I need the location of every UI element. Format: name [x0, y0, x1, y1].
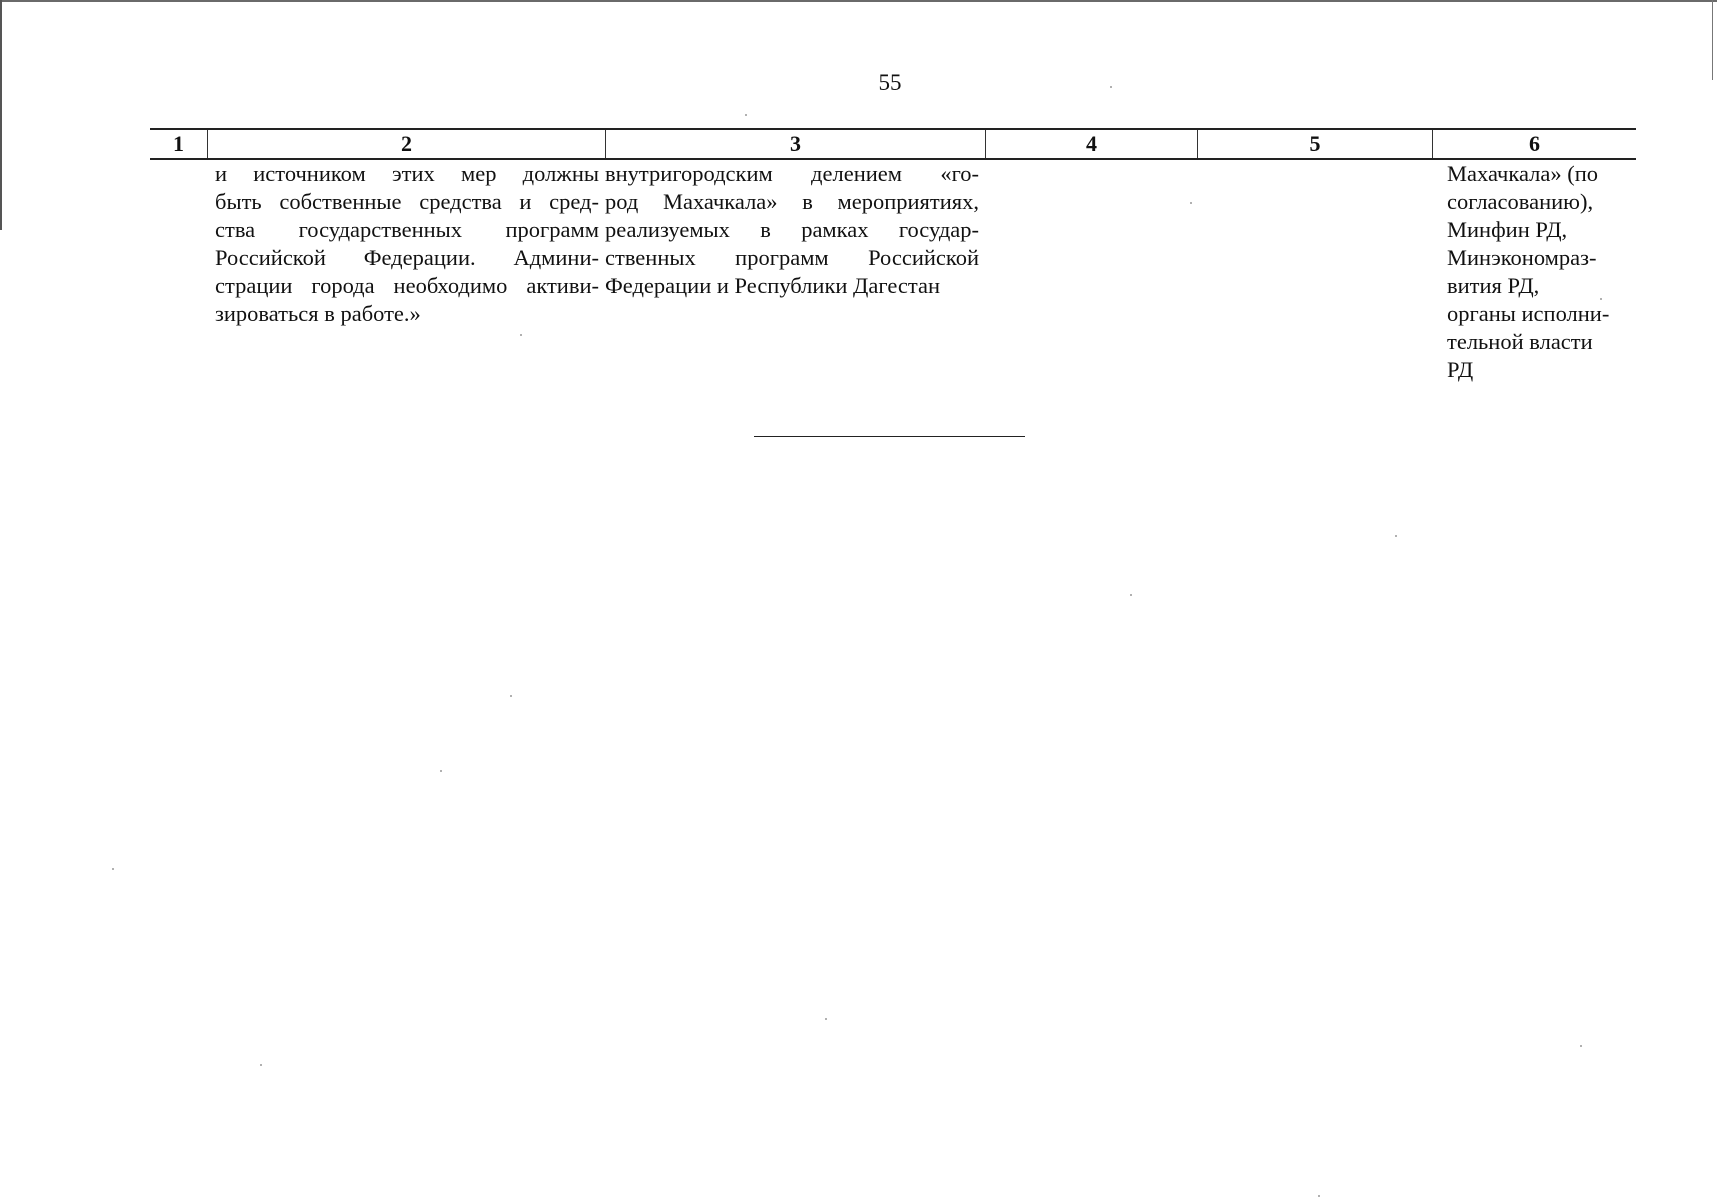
scan-speck	[1600, 298, 1602, 300]
text-line: Махачкала» (по	[1447, 161, 1598, 186]
text-line: ства государственных программ	[215, 217, 599, 242]
scan-speck	[1130, 594, 1132, 596]
text-line: реализуемых в рамках государ-	[605, 217, 979, 242]
scan-speck	[825, 1018, 827, 1020]
text-line: быть собственные средства и сред-	[215, 189, 599, 214]
scan-edge-left	[0, 0, 2, 230]
column-header-5: 5	[1197, 130, 1432, 158]
text-line: РД	[1447, 357, 1474, 382]
text-line: тельной власти	[1447, 329, 1593, 354]
scan-speck	[1580, 1045, 1582, 1047]
text-line: вития РД,	[1447, 273, 1540, 298]
scan-speck	[1395, 535, 1397, 537]
text-line: Федерации и Республики Дагестан	[605, 273, 940, 298]
page-number: 55	[878, 70, 902, 95]
text-line: и источником этих мер должны	[215, 161, 599, 186]
table	[150, 128, 1636, 384]
text-line: зироваться в работе.»	[215, 301, 421, 326]
scan-speck	[1318, 1195, 1320, 1197]
scan-speck	[1190, 202, 1192, 204]
cell-col3	[605, 160, 985, 384]
scan-edge-right	[1712, 0, 1713, 80]
cell-col2	[150, 160, 605, 384]
scan-speck	[520, 334, 522, 336]
scan-speck	[260, 1064, 262, 1066]
text-line: Российской Федерации. Админи-	[215, 245, 599, 270]
column-header-4: 4	[985, 130, 1197, 158]
text-line: Минэкономраз-	[1447, 245, 1597, 270]
scan-speck	[1110, 86, 1112, 88]
scan-speck	[112, 868, 114, 870]
cell-col5	[1197, 160, 1432, 384]
cell-col6	[1432, 160, 1636, 384]
scan-speck	[745, 114, 747, 116]
cell-col4	[985, 160, 1197, 384]
column-header-1: 1	[173, 131, 184, 156]
text-line: внутригородским делением «го-	[605, 161, 979, 186]
text-line: органы исполни-	[1447, 301, 1610, 326]
column-header-2: 2	[207, 130, 605, 158]
text-line: страции города необходимо активи-	[215, 273, 599, 298]
text-line: род Махачкала» в мероприятиях,	[605, 189, 979, 214]
text-line: ственных программ Российской	[605, 245, 979, 270]
table-row	[150, 160, 1636, 384]
scan-speck	[510, 695, 512, 697]
scan-speck	[440, 770, 442, 772]
end-of-table-rule	[754, 436, 1025, 437]
text-line: согласованию),	[1447, 189, 1594, 214]
text-line: Минфин РД,	[1447, 217, 1568, 242]
table-header-row	[150, 128, 1636, 160]
scan-edge-top	[0, 0, 1717, 2]
column-header-3: 3	[605, 130, 985, 158]
column-header-6: 6	[1432, 130, 1636, 158]
